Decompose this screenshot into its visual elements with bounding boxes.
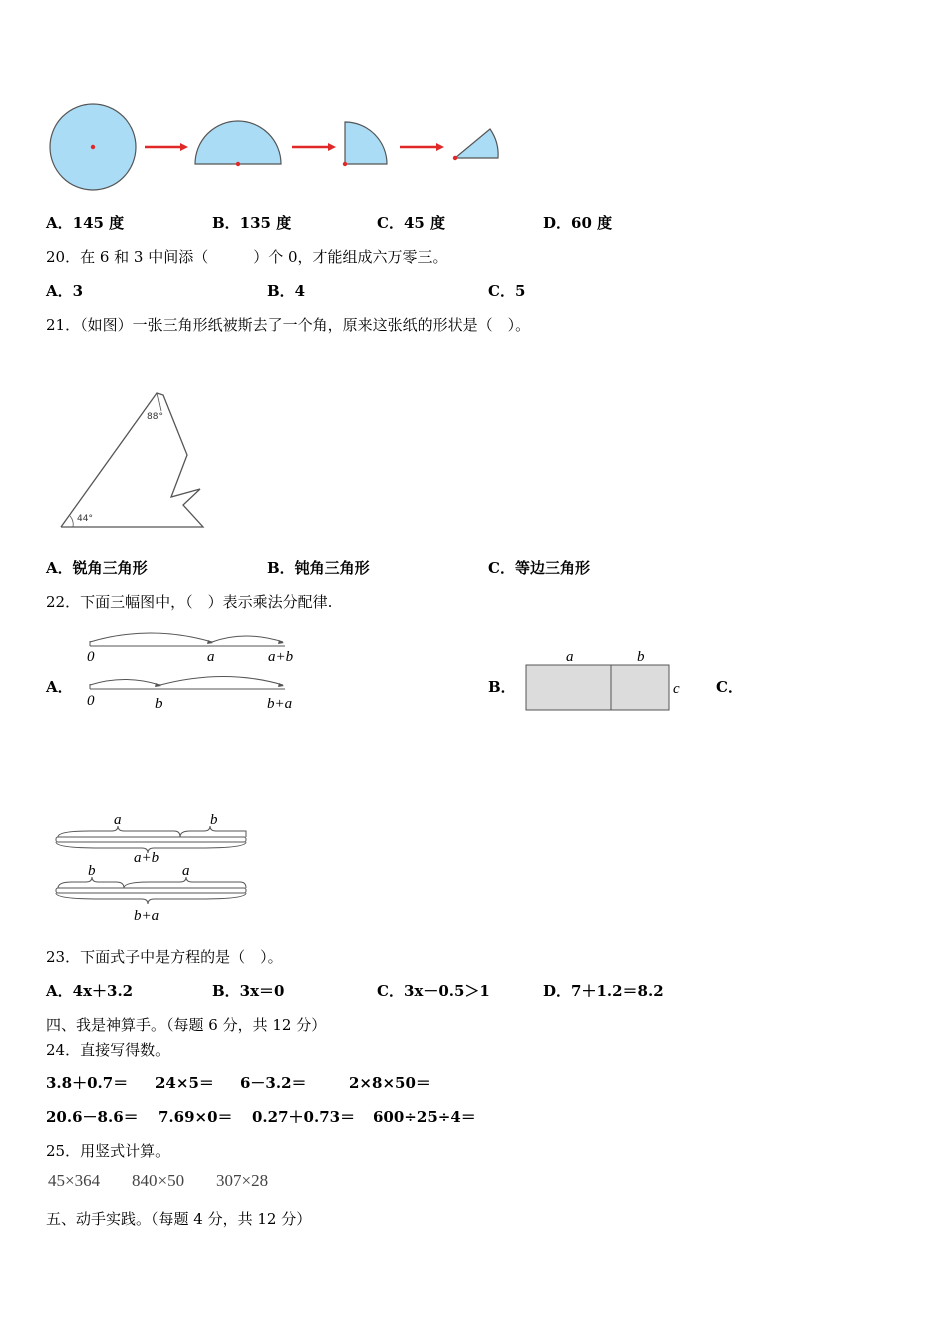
- q24-item: 0.27＋0.73＝: [252, 1108, 356, 1126]
- q24-item: 7.69×0＝: [158, 1108, 233, 1126]
- numline-b-plus-a: b+a: [267, 696, 293, 712]
- q19-option-b[interactable]: B．135 度: [212, 214, 292, 232]
- q19-option-c[interactable]: C．45 度: [377, 214, 446, 232]
- section-4-title: 四、我是神算手。（每题 6 分，共 12 分）: [46, 1016, 327, 1034]
- q21-option-a[interactable]: A．锐角三角形: [46, 559, 148, 577]
- q20-stem: 20．在 6 和 3 中间添（ ）个 0，才能组成六万零三。: [46, 248, 448, 266]
- segment-b-plus-a: b+a: [134, 908, 160, 924]
- numline-zero-bottom: 0: [87, 693, 95, 709]
- q24-item: 3.8＋0.7＝: [46, 1074, 129, 1092]
- q23-option-d[interactable]: D．7＋1.2＝8.2: [543, 982, 664, 1000]
- rectangle-area-figure: [522, 645, 692, 715]
- arrow-icon: [400, 143, 444, 151]
- semicircle-shape: [195, 121, 281, 166]
- q25-item: 307×28: [216, 1171, 269, 1190]
- numline-a-plus-b: a+b: [268, 649, 294, 665]
- q22-option-b-label[interactable]: B．: [488, 678, 516, 696]
- sector-shape: [453, 129, 498, 160]
- q24-item: 20.6－8.6＝: [46, 1108, 139, 1126]
- torn-triangle-figure: [55, 385, 215, 535]
- q19-figure: [40, 95, 520, 195]
- q23-option-a[interactable]: A．4x＋3.2: [46, 982, 134, 1000]
- q23-option-b[interactable]: B．3x＝0: [212, 982, 285, 1000]
- q19-option-a[interactable]: A．145 度: [46, 214, 125, 232]
- q25-stem: 25．用竖式计算。: [46, 1142, 171, 1160]
- numline-a-top: a: [207, 649, 215, 665]
- q22-option-c-label[interactable]: C．: [716, 678, 743, 696]
- q24-item: 6－3.2＝: [240, 1074, 307, 1092]
- arrow-icon: [292, 143, 336, 151]
- segment-brace-figure: [50, 810, 260, 930]
- numline-zero-top: 0: [87, 649, 95, 665]
- angle-44-label: 44°: [77, 514, 93, 524]
- angle-88-label: 88°: [147, 412, 163, 422]
- full-circle-shape: [50, 104, 136, 190]
- segment-a-top: a: [114, 812, 122, 828]
- q23-stem: 23．下面式子中是方程的是（ ）。: [46, 948, 283, 966]
- q22-stem: 22．下面三幅图中，（ ）表示乘法分配律.: [46, 593, 333, 611]
- q20-option-b[interactable]: B．4: [267, 282, 306, 300]
- quarter-circle-shape: [343, 122, 387, 166]
- q25-item: 840×50: [132, 1171, 185, 1190]
- q24-item: 2×8×50＝: [349, 1074, 431, 1092]
- segment-b-bottom: b: [88, 863, 96, 879]
- q20-option-c[interactable]: C．5: [488, 282, 526, 300]
- q19-option-d[interactable]: D．60 度: [543, 214, 613, 232]
- number-line-figure: [85, 628, 315, 718]
- rect-a-label: a: [566, 649, 574, 665]
- segment-a-plus-b: a+b: [134, 850, 160, 866]
- q24-item: 24×5＝: [155, 1074, 214, 1092]
- q21-option-c[interactable]: C．等边三角形: [488, 559, 590, 577]
- section-5-title: 五、动手实践。（每题 4 分，共 12 分）: [46, 1210, 312, 1228]
- q22-option-a-label[interactable]: A．: [46, 678, 73, 696]
- arrow-icon: [145, 143, 188, 151]
- q24-stem: 24．直接写得数。: [46, 1041, 171, 1059]
- q21-stem: 21．（如图）一张三角形纸被斯去了一个角，原来这张纸的形状是（ ）。: [46, 316, 531, 334]
- rect-c-label: c: [673, 681, 680, 697]
- q20-option-a[interactable]: A．3: [46, 282, 84, 300]
- segment-a-bottom: a: [182, 863, 190, 879]
- q21-option-b[interactable]: B．钝角三角形: [267, 559, 370, 577]
- q23-option-c[interactable]: C．3x－0.5＞1: [377, 982, 490, 1000]
- numline-b-bottom: b: [155, 696, 163, 712]
- rect-b-label: b: [637, 649, 645, 665]
- q25-item: 45×364: [48, 1171, 101, 1190]
- segment-b-top: b: [210, 812, 218, 828]
- q24-item: 600÷25÷4＝: [373, 1108, 476, 1126]
